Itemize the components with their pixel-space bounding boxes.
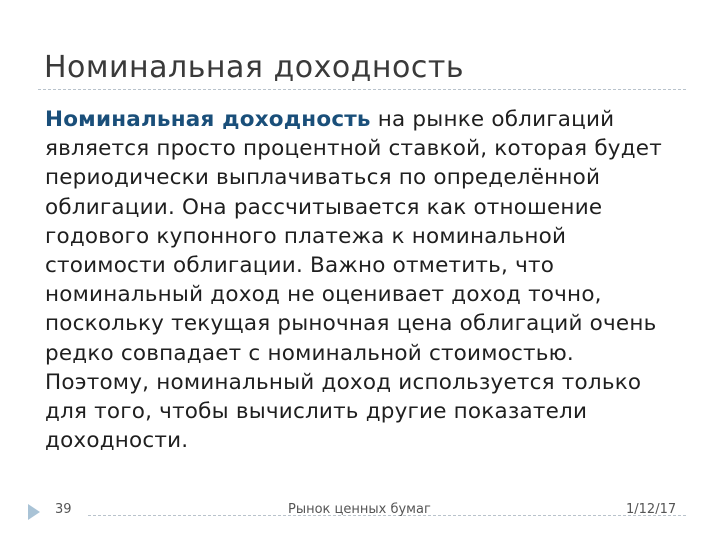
- slide-number-marker-icon: [28, 504, 40, 520]
- slide-title: Номинальная доходность: [44, 50, 465, 85]
- footer-title: Рынок ценных бумаг: [288, 502, 431, 517]
- body-text: на рынке облигаций является просто процентной ставкой, которая будет периодически выплачиваться по определённой облигации. Она рассчитывается как отношение годового купонного платежа к номинальной стоимости облигации. Важно отметить, что номинальный доход не оценивает доход точно, поскольку текущая рыночная цена облигаций очень редко совпадает с номинальной стоимостью. Поэтому, номинальный доход используется только для того, чтобы вычислить другие показатели доходности.: [45, 107, 662, 454]
- body-paragraph: [45, 105, 685, 455]
- title-divider: [38, 89, 686, 90]
- footer-date: 1/12/17: [626, 502, 677, 517]
- highlighted-term: Номинальная доходность: [45, 107, 371, 132]
- slide-number: 39: [55, 502, 72, 517]
